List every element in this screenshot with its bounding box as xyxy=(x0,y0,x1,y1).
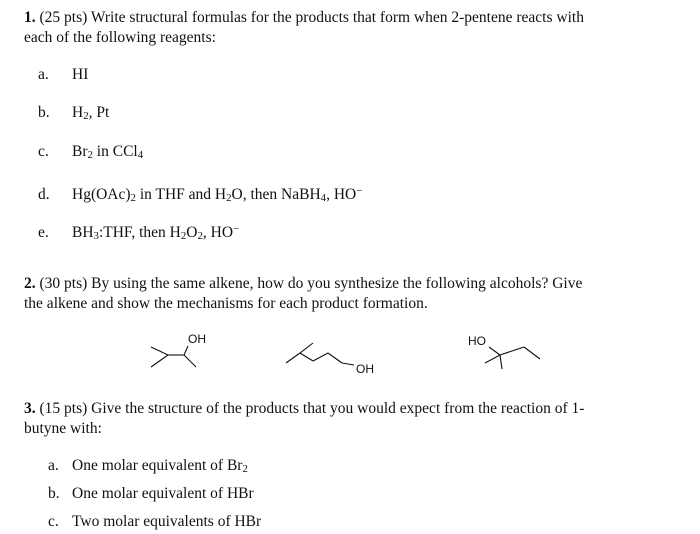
q3-item-c-label: c. xyxy=(48,513,59,530)
q2-prompt-line2: the alkene and show the mechanisms for each product formation. xyxy=(24,295,428,312)
q3-item-a xyxy=(48,456,248,479)
q3-item-b-text: One molar equivalent of HBr xyxy=(72,485,254,502)
q1-item-a xyxy=(38,65,88,85)
q1-item-e-text: $BH_3:THF$, then $H_2O_2$, HO− xyxy=(72,223,240,242)
q1-item-b-label: b. xyxy=(38,104,50,121)
q2-line1 xyxy=(24,274,582,294)
q1-item-c xyxy=(38,142,143,165)
structure-1-oh-label: OH xyxy=(188,332,206,346)
q1-item-d-text: $Hg(OAc)_2$ in THF and $H_2O$, then NaBH$_4$, HO− xyxy=(72,185,363,204)
q1-item-c-label: c. xyxy=(38,143,49,160)
q1-item-a-label: a. xyxy=(38,66,49,83)
q1-line1 xyxy=(24,8,584,28)
alcohol-structure-2 xyxy=(286,343,374,376)
q1-item-e xyxy=(38,219,239,246)
q3-item-c-text: Two molar equivalents of HBr xyxy=(72,513,262,530)
q1-number: 1. xyxy=(24,9,36,26)
q3-prompt-line2: butyne with: xyxy=(24,420,102,437)
structure-3-ho-label: HO xyxy=(468,334,486,348)
q2-number: 2. xyxy=(24,275,36,292)
q3-item-b-label: b. xyxy=(48,485,60,502)
q1-item-a-text: HI xyxy=(72,66,89,83)
alcohol-structure-3 xyxy=(468,334,540,369)
q1-item-d-label: d. xyxy=(38,186,50,203)
q3-prompt-line1: (15 pts) Give the structure of the products that you would expect from the reaction of 1- xyxy=(39,400,585,417)
q2-prompt-line1: (30 pts) By using the same alkene, how do you synthesize the following alcohols? Give xyxy=(39,275,583,292)
q3-item-c xyxy=(48,512,261,532)
q1-item-d xyxy=(38,181,362,208)
q3-item-b xyxy=(48,484,254,504)
alcohol-structures xyxy=(0,325,700,385)
q3-number: 3. xyxy=(24,400,36,417)
q3-item-a-label: a. xyxy=(48,457,59,474)
q1-item-e-label: e. xyxy=(38,224,49,241)
q3-line1 xyxy=(24,399,584,419)
q1-prompt-line1: (25 pts) Write structural formulas for the products that form when 2-pentene reacts with xyxy=(39,9,584,26)
q1-item-b-text: $H_2$, Pt xyxy=(72,104,110,122)
q1-prompt-line2: each of the following reagents: xyxy=(24,29,216,46)
q1-item-c-text: $Br_2$ in CCl$_4$ xyxy=(72,143,144,161)
alcohol-structure-1 xyxy=(151,332,206,367)
q1-item-b xyxy=(38,103,109,126)
q3-item-a-text: One molar equivalent of $Br_2$ xyxy=(72,457,248,475)
structure-2-oh-label: OH xyxy=(356,362,374,376)
